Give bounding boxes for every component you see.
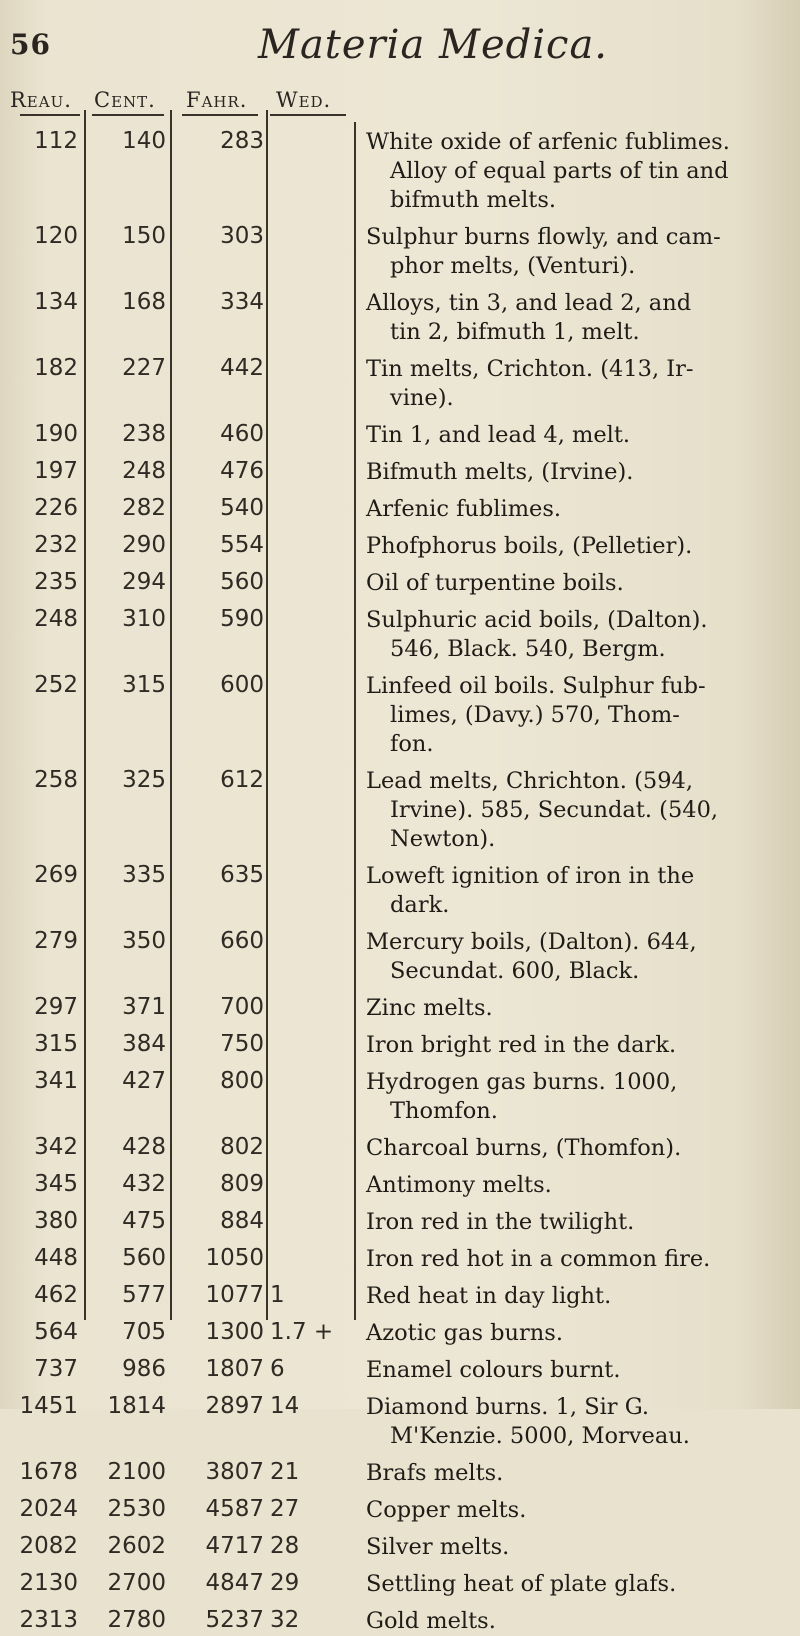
description-line: Thomfon. (390, 1098, 498, 1124)
fahrenheit-value: 4847 (205, 1570, 264, 1596)
fahrenheit-value: 560 (220, 569, 264, 595)
description-line: Phofphorus boils, (Pelletier). (366, 533, 693, 559)
description-line: phor melts, (Venturi). (390, 253, 636, 279)
reaumur-value: 1678 (19, 1459, 78, 1485)
centigrade-value: 2780 (107, 1607, 166, 1633)
page-header (0, 22, 800, 72)
centigrade-value: 350 (122, 928, 166, 954)
reaumur-value: 182 (34, 355, 78, 381)
reaumur-value: 112 (34, 128, 78, 154)
description-line: Tin melts, Crichton. (413, Ir- (366, 356, 694, 382)
description-line: Antimony melts. (366, 1172, 552, 1198)
description-line: Gold melts. (366, 1608, 496, 1634)
centigrade-value: 248 (122, 458, 166, 484)
description-line: Irvine). 585, Secundat. (540, (390, 797, 719, 823)
centigrade-value: 227 (122, 355, 166, 381)
phenomenon-description (366, 606, 786, 664)
description-line: Silver melts. (366, 1534, 510, 1560)
reaumur-value: 258 (34, 767, 78, 793)
centigrade-value: 384 (122, 1031, 166, 1057)
phenomenon-description (366, 1134, 786, 1163)
header-rule-reau (20, 114, 80, 116)
reaumur-value: 737 (34, 1356, 78, 1382)
description-line: Sulphur burns flowly, and cam- (366, 224, 721, 250)
phenomenon-description (366, 1208, 786, 1237)
phenomenon-description (366, 532, 786, 561)
phenomenon-description (366, 1068, 786, 1126)
centigrade-value: 315 (122, 672, 166, 698)
phenomenon-description (366, 1459, 786, 1488)
fahrenheit-value: 1807 (205, 1356, 264, 1382)
reaumur-value: 232 (34, 532, 78, 558)
description-line: Charcoal burns, (Thomfon). (366, 1135, 682, 1161)
description-line: Alloys, tin 3, and lead 2, and (366, 290, 692, 316)
phenomenon-description (366, 223, 786, 281)
centigrade-value: 294 (122, 569, 166, 595)
centigrade-value: 335 (122, 862, 166, 888)
centigrade-value: 150 (122, 223, 166, 249)
centigrade-value: 140 (122, 128, 166, 154)
column-divider-3 (266, 110, 268, 1320)
reaumur-value: 248 (34, 606, 78, 632)
fahrenheit-value: 334 (220, 289, 264, 315)
phenomenon-description (366, 1356, 786, 1385)
wedgwood-value: 1 (270, 1282, 285, 1308)
description-line: Alloy of equal parts of tin and (390, 158, 729, 184)
fahrenheit-value: 590 (220, 606, 264, 632)
description-line: Sulphuric acid boils, (Dalton). (366, 607, 708, 633)
centigrade-value: 1814 (107, 1393, 166, 1419)
reaumur-value: 235 (34, 569, 78, 595)
description-line: dark. (390, 892, 450, 918)
column-headers (0, 88, 800, 124)
reaumur-value: 345 (34, 1171, 78, 1197)
reaumur-value: 269 (34, 862, 78, 888)
reaumur-value: 226 (34, 495, 78, 521)
wedgwood-value: 29 (270, 1570, 300, 1596)
fahrenheit-value: 1300 (205, 1319, 264, 1345)
phenomenon-description (366, 1031, 786, 1060)
fahrenheit-value: 5237 (205, 1607, 264, 1633)
reaumur-value: 341 (34, 1068, 78, 1094)
description-line: Tin 1, and lead 4, melt. (366, 422, 631, 448)
reaumur-value: 134 (34, 289, 78, 315)
description-line: Brafs melts. (366, 1460, 504, 1486)
phenomenon-description (366, 1282, 786, 1311)
fahrenheit-value: 540 (220, 495, 264, 521)
phenomenon-description (366, 1570, 786, 1599)
reaumur-value: 315 (34, 1031, 78, 1057)
phenomenon-description (366, 1533, 786, 1562)
phenomenon-description (366, 1245, 786, 1274)
centigrade-value: 2700 (107, 1570, 166, 1596)
header-rule-fahr (182, 114, 258, 116)
reaumur-value: 252 (34, 672, 78, 698)
description-line: Azotic gas burns. (366, 1320, 563, 1346)
fahrenheit-value: 600 (220, 672, 264, 698)
header-rule-cent (92, 114, 164, 116)
description-line: bifmuth melts. (390, 187, 557, 213)
centigrade-value: 475 (122, 1208, 166, 1234)
reaumur-value: 197 (34, 458, 78, 484)
fahrenheit-value: 1077 (205, 1282, 264, 1308)
fahrenheit-value: 4717 (205, 1533, 264, 1559)
phenomenon-description (366, 458, 786, 487)
wedgwood-value: 21 (270, 1459, 300, 1485)
phenomenon-description (366, 1319, 786, 1348)
phenomenon-description (366, 672, 786, 759)
description-line: M'Kenzie. 5000, Morveau. (390, 1423, 690, 1449)
header-rule-wed (270, 114, 346, 116)
column-header-centigrade: Cent. (94, 88, 156, 112)
reaumur-value: 2313 (19, 1607, 78, 1633)
column-header-wedgwood: Wed. (276, 88, 332, 112)
centigrade-value: 238 (122, 421, 166, 447)
phenomenon-description (366, 1607, 786, 1636)
description-line: Diamond burns. 1, Sir G. (366, 1394, 650, 1420)
fahrenheit-value: 612 (220, 767, 264, 793)
description-line: Newton). (390, 826, 496, 852)
description-line: Enamel colours burnt. (366, 1357, 621, 1383)
fahrenheit-value: 800 (220, 1068, 264, 1094)
centigrade-value: 560 (122, 1245, 166, 1271)
fahrenheit-value: 4587 (205, 1496, 264, 1522)
phenomenon-description (366, 994, 786, 1023)
reaumur-value: 120 (34, 223, 78, 249)
description-line: Loweft ignition of iron in the (366, 863, 695, 889)
reaumur-value: 462 (34, 1282, 78, 1308)
reaumur-value: 380 (34, 1208, 78, 1234)
description-line: White oxide of arfenic fublimes. (366, 129, 730, 155)
fahrenheit-value: 442 (220, 355, 264, 381)
centigrade-value: 986 (122, 1356, 166, 1382)
reaumur-value: 448 (34, 1245, 78, 1271)
phenomenon-description (366, 355, 786, 413)
centigrade-value: 428 (122, 1134, 166, 1160)
column-header-reaumur: Reau. (10, 88, 72, 112)
fahrenheit-value: 283 (220, 128, 264, 154)
reaumur-value: 279 (34, 928, 78, 954)
centigrade-value: 168 (122, 289, 166, 315)
description-line: vine). (390, 385, 454, 411)
centigrade-value: 427 (122, 1068, 166, 1094)
centigrade-value: 2100 (107, 1459, 166, 1485)
reaumur-value: 342 (34, 1134, 78, 1160)
phenomenon-description (366, 767, 786, 854)
description-line: Arfenic fublimes. (366, 496, 562, 522)
fahrenheit-value: 660 (220, 928, 264, 954)
description-line: Red heat in day light. (366, 1283, 612, 1309)
reaumur-value: 2024 (19, 1496, 78, 1522)
centigrade-value: 282 (122, 495, 166, 521)
fahrenheit-value: 809 (220, 1171, 264, 1197)
description-line: limes, (Davy.) 570, Thom- (390, 702, 680, 728)
reaumur-value: 2082 (19, 1533, 78, 1559)
phenomenon-description (366, 928, 786, 986)
fahrenheit-value: 635 (220, 862, 264, 888)
fahrenheit-value: 476 (220, 458, 264, 484)
reaumur-value: 190 (34, 421, 78, 447)
fahrenheit-value: 303 (220, 223, 264, 249)
phenomenon-description (366, 1496, 786, 1525)
phenomenon-description (366, 862, 786, 920)
phenomenon-description (366, 1393, 786, 1451)
reaumur-value: 1451 (19, 1393, 78, 1419)
description-line: fon. (390, 731, 434, 757)
centigrade-value: 705 (122, 1319, 166, 1345)
description-line: Iron bright red in the dark. (366, 1032, 677, 1058)
wedgwood-value: 14 (270, 1393, 300, 1419)
column-header-fahrenheit: Fahr. (186, 88, 248, 112)
wedgwood-value: 28 (270, 1533, 300, 1559)
fahrenheit-value: 1050 (205, 1245, 264, 1271)
centigrade-value: 371 (122, 994, 166, 1020)
phenomenon-description (366, 421, 786, 450)
wedgwood-value: 32 (270, 1607, 300, 1633)
description-line: Zinc melts. (366, 995, 493, 1021)
fahrenheit-value: 554 (220, 532, 264, 558)
description-line: 546, Black. 540, Bergm. (390, 636, 666, 662)
description-line: Copper melts. (366, 1497, 527, 1523)
phenomenon-description (366, 128, 786, 215)
centigrade-value: 2530 (107, 1496, 166, 1522)
description-line: Linfeed oil boils. Sulphur fub- (366, 673, 706, 699)
wedgwood-value: 27 (270, 1496, 300, 1522)
fahrenheit-value: 750 (220, 1031, 264, 1057)
fahrenheit-value: 802 (220, 1134, 264, 1160)
phenomenon-description (366, 569, 786, 598)
wedgwood-value: 1.7 + (270, 1319, 334, 1345)
centigrade-value: 2602 (107, 1533, 166, 1559)
centigrade-value: 325 (122, 767, 166, 793)
description-line: Settling heat of plate glafs. (366, 1571, 677, 1597)
description-line: Mercury boils, (Dalton). 644, (366, 929, 697, 955)
phenomenon-description (366, 1171, 786, 1200)
description-line: Lead melts, Chrichton. (594, (366, 768, 693, 794)
description-line: Bifmuth melts, (Irvine). (366, 459, 634, 485)
reaumur-value: 297 (34, 994, 78, 1020)
centigrade-value: 290 (122, 532, 166, 558)
fahrenheit-value: 700 (220, 994, 264, 1020)
fahrenheit-value: 2897 (205, 1393, 264, 1419)
wedgwood-value: 6 (270, 1356, 285, 1382)
fahrenheit-value: 3807 (205, 1459, 264, 1485)
centigrade-value: 310 (122, 606, 166, 632)
fahrenheit-value: 884 (220, 1208, 264, 1234)
description-line: Oil of turpentine boils. (366, 570, 624, 596)
description-line: Hydrogen gas burns. 1000, (366, 1069, 678, 1095)
centigrade-value: 432 (122, 1171, 166, 1197)
fahrenheit-value: 460 (220, 421, 264, 447)
centigrade-value: 577 (122, 1282, 166, 1308)
phenomenon-description (366, 289, 786, 347)
description-line: tin 2, bifmuth 1, melt. (390, 319, 640, 345)
reaumur-value: 2130 (19, 1570, 78, 1596)
reaumur-value: 564 (34, 1319, 78, 1345)
page-number: 56 (10, 28, 51, 61)
running-title: Materia Medica. (258, 22, 609, 68)
phenomenon-description (366, 495, 786, 524)
description-line: Iron red hot in a common fire. (366, 1246, 711, 1272)
column-divider-4 (354, 122, 356, 1320)
description-line: Iron red in the twilight. (366, 1209, 635, 1235)
description-line: Secundat. 600, Black. (390, 958, 640, 984)
